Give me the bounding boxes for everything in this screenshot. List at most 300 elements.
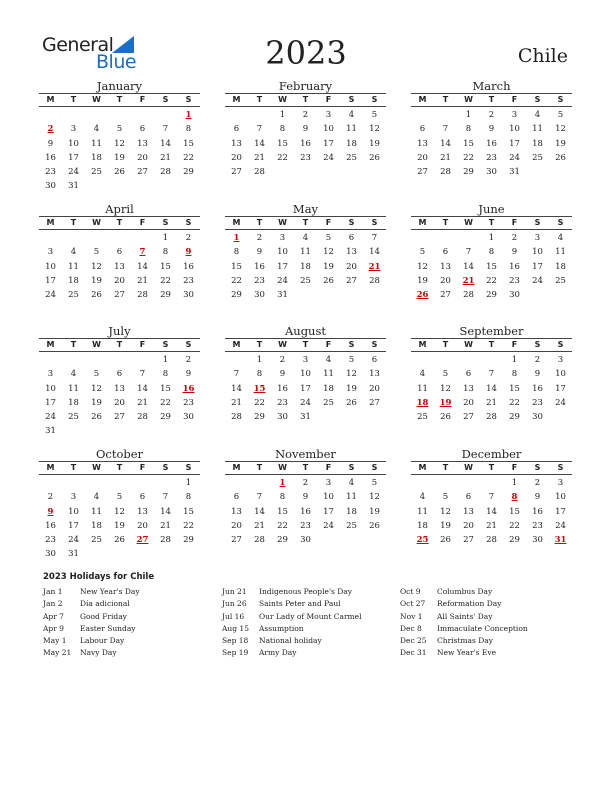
day-cell: 19 xyxy=(114,152,125,163)
weekday-label: M xyxy=(46,463,55,472)
holiday-date: Apr 7 xyxy=(43,611,64,621)
month-title: July xyxy=(108,324,131,338)
day-cell: 27 xyxy=(231,535,242,546)
day-cell: 23 xyxy=(183,397,194,408)
weekday-label: S xyxy=(348,463,355,472)
holiday-row xyxy=(222,598,402,610)
day-cell: 22 xyxy=(277,152,288,163)
day-cell: 2 xyxy=(534,478,541,488)
day-cell: 8 xyxy=(185,124,192,135)
day-cell: 22 xyxy=(183,152,194,163)
day-cell: 28 xyxy=(160,167,171,178)
weekday-label: S xyxy=(557,340,564,349)
day-cell: 10 xyxy=(68,506,79,517)
day-cell: 28 xyxy=(160,535,171,546)
day-cell: 21 xyxy=(231,397,242,408)
weekday-header xyxy=(39,461,200,475)
weekday-label: T xyxy=(302,95,309,104)
header xyxy=(0,0,612,80)
holiday-day: 1 xyxy=(279,478,286,488)
holiday-row xyxy=(43,598,223,610)
weekday-label: F xyxy=(511,340,518,349)
day-cell: 3 xyxy=(302,355,309,365)
day-cell: 10 xyxy=(532,247,543,258)
day-cell: 5 xyxy=(325,233,332,243)
month-july xyxy=(39,324,200,439)
day-cell: 11 xyxy=(417,383,428,394)
day-cell: 12 xyxy=(440,506,451,517)
day-cell: 13 xyxy=(114,261,125,272)
empty-day-cell xyxy=(39,476,62,490)
weekday-label: S xyxy=(557,95,564,104)
day-cell: 23 xyxy=(45,167,56,178)
day-cell: 3 xyxy=(279,233,286,243)
weekday-label: S xyxy=(185,218,192,227)
weekday-label: S xyxy=(185,463,192,472)
weekday-label: T xyxy=(116,218,123,227)
day-cell: 24 xyxy=(45,412,56,423)
day-cell: 14 xyxy=(486,383,497,394)
month-title: February xyxy=(278,79,333,93)
weekday-label: W xyxy=(278,463,287,472)
day-cell: 23 xyxy=(45,535,56,546)
day-cell: 25 xyxy=(68,290,79,301)
holiday-day: 15 xyxy=(253,383,266,394)
day-grid xyxy=(411,476,572,547)
day-cell: 20 xyxy=(137,520,148,531)
weekday-label: W xyxy=(278,340,287,349)
day-cell: 18 xyxy=(346,506,357,517)
day-cell: 4 xyxy=(534,110,541,120)
day-cell: 30 xyxy=(532,535,543,546)
holiday-row xyxy=(43,635,223,647)
day-cell: 16 xyxy=(486,138,497,149)
day-cell: 22 xyxy=(160,275,171,286)
weekday-label: T xyxy=(302,463,309,472)
day-cell: 23 xyxy=(486,152,497,163)
holiday-row xyxy=(222,647,402,659)
day-cell: 12 xyxy=(346,369,357,380)
day-cell: 21 xyxy=(254,152,265,163)
holiday-name: Army Day xyxy=(259,648,297,658)
day-cell: 29 xyxy=(254,412,265,423)
month-february xyxy=(225,79,386,179)
month-title: March xyxy=(472,79,511,93)
day-cell: 9 xyxy=(47,138,54,149)
holiday-day: 8 xyxy=(511,492,518,503)
empty-day-cell xyxy=(108,353,131,367)
holiday-date: Sep 18 xyxy=(222,636,249,646)
weekday-header xyxy=(411,93,572,107)
weekday-label: F xyxy=(139,463,146,472)
weekday-header xyxy=(225,216,386,230)
day-cell: 10 xyxy=(45,261,56,272)
logo-text-blue: Blue xyxy=(96,51,137,73)
day-cell: 30 xyxy=(277,412,288,423)
holiday-name: Navy Day xyxy=(80,648,117,658)
holiday-date: Apr 9 xyxy=(43,623,64,633)
empty-day-cell xyxy=(108,108,131,122)
day-cell: 19 xyxy=(323,261,334,272)
day-cell: 4 xyxy=(419,369,426,380)
day-cell: 14 xyxy=(369,247,380,258)
day-cell: 10 xyxy=(555,369,566,380)
day-cell: 28 xyxy=(486,535,497,546)
holiday-date: May 1 xyxy=(43,636,67,646)
empty-day-cell xyxy=(39,231,62,245)
day-cell: 21 xyxy=(160,152,171,163)
holiday-name: Labour Day xyxy=(80,636,125,646)
weekday-label: S xyxy=(534,218,541,227)
holiday-row xyxy=(222,586,402,598)
month-june xyxy=(411,202,572,302)
day-cell: 25 xyxy=(346,152,357,163)
day-cell: 22 xyxy=(160,397,171,408)
day-cell: 31 xyxy=(277,290,288,301)
weekday-label: F xyxy=(511,463,518,472)
weekday-label: T xyxy=(442,95,449,104)
holiday-row xyxy=(222,623,402,635)
weekday-header xyxy=(39,216,200,230)
day-cell: 16 xyxy=(277,383,288,394)
day-cell: 6 xyxy=(465,369,472,380)
day-cell: 26 xyxy=(91,412,102,423)
weekday-header xyxy=(411,338,572,352)
day-cell: 29 xyxy=(463,167,474,178)
day-cell: 15 xyxy=(277,506,288,517)
empty-day-cell xyxy=(85,231,108,245)
day-cell: 15 xyxy=(277,138,288,149)
day-cell: 31 xyxy=(45,426,56,437)
day-cell: 19 xyxy=(91,397,102,408)
day-cell: 7 xyxy=(256,124,263,135)
day-grid xyxy=(39,476,200,562)
weekday-label: M xyxy=(46,218,55,227)
day-cell: 22 xyxy=(231,275,242,286)
holiday-name: Good Friday xyxy=(80,611,127,621)
weekday-label: S xyxy=(162,95,169,104)
day-cell: 27 xyxy=(231,167,242,178)
day-cell: 3 xyxy=(47,369,54,380)
day-cell: 24 xyxy=(45,290,56,301)
weekday-label: F xyxy=(511,95,518,104)
day-cell: 17 xyxy=(68,520,79,531)
day-cell: 18 xyxy=(555,261,566,272)
holiday-day: 21 xyxy=(462,275,475,286)
weekday-label: S xyxy=(371,218,378,227)
day-cell: 27 xyxy=(440,290,451,301)
day-cell: 12 xyxy=(323,247,334,258)
weekday-label: W xyxy=(92,340,101,349)
holiday-name: Our Lady of Mount Carmel xyxy=(259,611,362,621)
holiday-date: Jan 2 xyxy=(43,599,63,609)
weekday-label: W xyxy=(464,95,473,104)
day-cell: 24 xyxy=(532,275,543,286)
day-cell: 28 xyxy=(486,412,497,423)
day-cell: 18 xyxy=(91,520,102,531)
day-cell: 6 xyxy=(233,492,240,503)
month-september xyxy=(411,324,572,424)
weekday-header xyxy=(411,216,572,230)
holiday-day: 1 xyxy=(233,233,240,243)
day-cell: 14 xyxy=(440,138,451,149)
day-cell: 27 xyxy=(346,275,357,286)
day-cell: 27 xyxy=(463,535,474,546)
day-cell: 6 xyxy=(419,124,426,135)
day-cell: 24 xyxy=(68,535,79,546)
holiday-row xyxy=(43,611,223,623)
holiday-row xyxy=(400,635,580,647)
day-cell: 17 xyxy=(509,138,520,149)
holiday-name: Saints Peter and Paul xyxy=(259,599,341,609)
day-cell: 8 xyxy=(162,247,169,258)
holiday-day: 19 xyxy=(439,397,452,408)
day-cell: 7 xyxy=(256,492,263,503)
day-cell: 19 xyxy=(440,520,451,531)
day-cell: 25 xyxy=(68,412,79,423)
day-cell: 26 xyxy=(91,290,102,301)
day-cell: 20 xyxy=(114,275,125,286)
day-cell: 28 xyxy=(440,167,451,178)
day-cell: 11 xyxy=(346,124,357,135)
day-cell: 22 xyxy=(509,397,520,408)
day-cell: 6 xyxy=(442,247,449,258)
weekday-label: F xyxy=(325,340,332,349)
day-cell: 9 xyxy=(534,492,541,503)
day-cell: 4 xyxy=(348,110,355,120)
holiday-day: 16 xyxy=(182,383,195,394)
day-cell: 17 xyxy=(323,506,334,517)
holiday-name: All Saints' Day xyxy=(437,611,493,621)
empty-day-cell xyxy=(62,231,85,245)
weekday-label: S xyxy=(185,340,192,349)
empty-day-cell xyxy=(225,108,248,122)
day-cell: 25 xyxy=(91,167,102,178)
holiday-date: Sep 19 xyxy=(222,648,249,658)
month-title: June xyxy=(478,202,505,216)
day-cell: 30 xyxy=(45,549,56,560)
weekday-label: S xyxy=(534,463,541,472)
empty-day-cell xyxy=(108,476,131,490)
day-cell: 6 xyxy=(116,369,123,380)
month-title: November xyxy=(275,447,336,461)
day-cell: 13 xyxy=(137,138,148,149)
day-cell: 2 xyxy=(511,233,518,243)
day-cell: 5 xyxy=(371,110,378,120)
weekday-label: W xyxy=(278,95,287,104)
empty-day-cell xyxy=(131,476,154,490)
day-cell: 15 xyxy=(183,506,194,517)
holiday-row xyxy=(400,647,580,659)
holiday-column xyxy=(400,586,580,660)
empty-day-cell xyxy=(85,476,108,490)
weekday-label: F xyxy=(139,95,146,104)
weekday-header xyxy=(225,93,386,107)
day-cell: 11 xyxy=(91,138,102,149)
day-cell: 8 xyxy=(162,369,169,380)
empty-day-cell xyxy=(434,108,457,122)
weekday-label: S xyxy=(557,463,564,472)
day-cell: 27 xyxy=(369,397,380,408)
holiday-row xyxy=(222,611,402,623)
holiday-date: May 21 xyxy=(43,648,72,658)
day-cell: 3 xyxy=(534,233,541,243)
holiday-day: 18 xyxy=(416,397,429,408)
day-cell: 16 xyxy=(300,138,311,149)
day-cell: 21 xyxy=(440,152,451,163)
logo-text-general: General xyxy=(42,34,114,56)
day-cell: 16 xyxy=(254,261,265,272)
day-cell: 24 xyxy=(323,152,334,163)
day-cell: 9 xyxy=(185,369,192,380)
weekday-label: T xyxy=(302,218,309,227)
day-cell: 5 xyxy=(371,478,378,488)
weekday-label: T xyxy=(256,218,263,227)
day-cell: 30 xyxy=(509,290,520,301)
empty-day-cell xyxy=(62,353,85,367)
day-cell: 2 xyxy=(534,355,541,365)
day-cell: 28 xyxy=(254,535,265,546)
day-cell: 4 xyxy=(419,492,426,503)
holiday-date: Dec 31 xyxy=(400,648,427,658)
weekday-label: F xyxy=(325,218,332,227)
holiday-day: 31 xyxy=(554,535,567,546)
day-cell: 14 xyxy=(231,383,242,394)
holiday-row xyxy=(400,586,580,598)
weekday-label: F xyxy=(325,95,332,104)
holiday-name: Columbus Day xyxy=(437,587,493,596)
day-cell: 29 xyxy=(509,412,520,423)
day-cell: 10 xyxy=(555,492,566,503)
holiday-day: 7 xyxy=(139,247,146,258)
day-cell: 18 xyxy=(417,520,428,531)
day-cell: 18 xyxy=(300,261,311,272)
day-cell: 4 xyxy=(93,492,100,503)
holiday-name: Indigenous People's Day xyxy=(259,587,352,596)
weekday-header xyxy=(39,338,200,352)
weekday-label: T xyxy=(70,218,77,227)
weekday-label: S xyxy=(162,340,169,349)
day-cell: 27 xyxy=(463,412,474,423)
month-november xyxy=(225,447,386,547)
day-cell: 8 xyxy=(488,247,495,258)
empty-day-cell xyxy=(457,476,480,490)
empty-day-cell xyxy=(434,231,457,245)
day-cell: 28 xyxy=(137,290,148,301)
weekday-header xyxy=(411,461,572,475)
holiday-day: 27 xyxy=(136,535,149,546)
day-cell: 20 xyxy=(346,261,357,272)
day-cell: 11 xyxy=(417,506,428,517)
day-cell: 14 xyxy=(463,261,474,272)
weekday-label: T xyxy=(116,340,123,349)
day-cell: 2 xyxy=(47,492,54,503)
day-cell: 13 xyxy=(440,261,451,272)
day-cell: 21 xyxy=(486,520,497,531)
day-cell: 20 xyxy=(137,152,148,163)
day-cell: 3 xyxy=(557,478,564,488)
empty-day-cell xyxy=(131,108,154,122)
holiday-row xyxy=(43,623,223,635)
weekday-label: T xyxy=(442,463,449,472)
weekday-label: M xyxy=(418,218,427,227)
empty-day-cell xyxy=(108,231,131,245)
weekday-label: M xyxy=(418,340,427,349)
month-title: October xyxy=(95,447,144,461)
day-cell: 29 xyxy=(509,535,520,546)
holiday-day: 25 xyxy=(416,535,429,546)
day-cell: 29 xyxy=(183,167,194,178)
weekday-label: S xyxy=(348,340,355,349)
day-cell: 24 xyxy=(323,520,334,531)
day-cell: 24 xyxy=(555,397,566,408)
empty-day-cell xyxy=(248,476,271,490)
day-cell: 14 xyxy=(486,506,497,517)
month-may xyxy=(225,202,386,302)
day-cell: 6 xyxy=(116,247,123,258)
day-cell: 2 xyxy=(185,355,192,365)
empty-day-cell xyxy=(411,231,434,245)
day-cell: 24 xyxy=(509,152,520,163)
day-cell: 30 xyxy=(486,167,497,178)
day-cell: 8 xyxy=(256,369,263,380)
weekday-label: M xyxy=(232,340,241,349)
holiday-name: New Year's Day xyxy=(80,587,140,596)
day-cell: 12 xyxy=(440,383,451,394)
day-cell: 3 xyxy=(70,492,77,503)
weekday-label: T xyxy=(488,218,495,227)
day-cell: 29 xyxy=(160,290,171,301)
month-title: April xyxy=(105,202,134,216)
day-cell: 17 xyxy=(45,397,56,408)
day-grid xyxy=(225,476,386,547)
day-cell: 2 xyxy=(302,110,309,120)
day-cell: 26 xyxy=(555,152,566,163)
day-cell: 7 xyxy=(488,369,495,380)
day-cell: 14 xyxy=(137,383,148,394)
day-cell: 21 xyxy=(254,520,265,531)
empty-day-cell xyxy=(62,108,85,122)
weekday-label: M xyxy=(232,95,241,104)
day-cell: 25 xyxy=(323,397,334,408)
day-cell: 29 xyxy=(486,290,497,301)
holiday-date: Jun 26 xyxy=(222,599,247,609)
holiday-date: Jun 21 xyxy=(222,587,247,596)
weekday-label: M xyxy=(418,463,427,472)
weekday-header xyxy=(39,93,200,107)
day-cell: 1 xyxy=(256,355,263,365)
holiday-name: Día adicional xyxy=(80,599,130,609)
day-cell: 18 xyxy=(91,152,102,163)
day-cell: 13 xyxy=(463,506,474,517)
day-cell: 21 xyxy=(137,275,148,286)
weekday-label: F xyxy=(139,340,146,349)
day-cell: 8 xyxy=(465,124,472,135)
day-cell: 12 xyxy=(114,138,125,149)
day-cell: 26 xyxy=(323,275,334,286)
day-cell: 16 xyxy=(532,383,543,394)
day-cell: 23 xyxy=(532,397,543,408)
day-cell: 4 xyxy=(70,369,77,380)
day-cell: 4 xyxy=(302,233,309,243)
weekday-label: T xyxy=(70,463,77,472)
weekday-label: T xyxy=(116,463,123,472)
day-cell: 8 xyxy=(511,369,518,380)
day-cell: 5 xyxy=(419,247,426,258)
month-january xyxy=(39,79,200,194)
day-cell: 12 xyxy=(369,124,380,135)
empty-day-cell xyxy=(85,353,108,367)
